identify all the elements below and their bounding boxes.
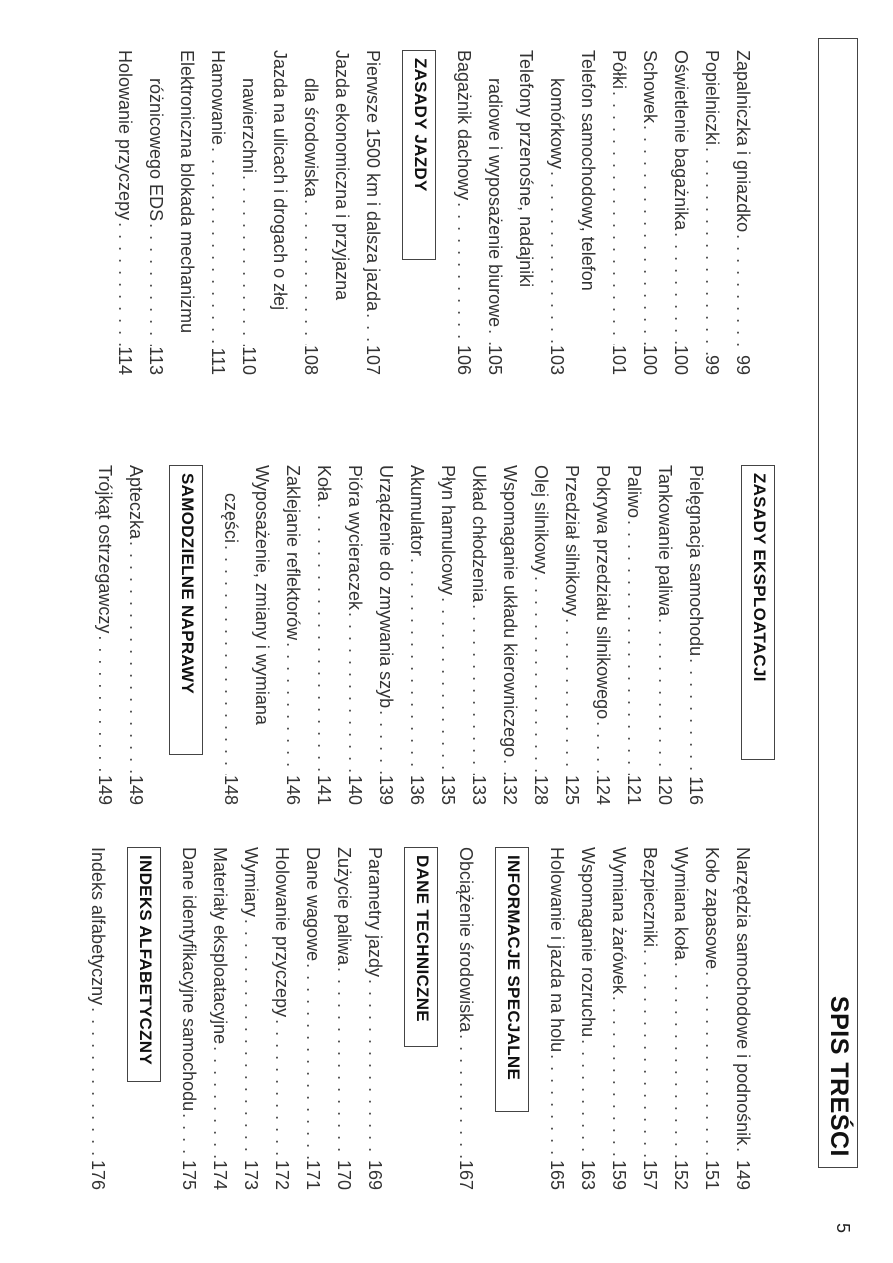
toc-entry[interactable]: Dane wagowe . . . 171 [297,847,328,1190]
toc-entry[interactable]: Wspomaganie rozruchu . . . 163 [572,847,603,1190]
toc-entry[interactable]: nawierzchni . . . 110 [233,50,264,375]
toc-entry[interactable]: Płyn hamulcowy . . . 135 [432,465,463,805]
toc-entry[interactable]: Hamowanie . . . 111 [202,50,233,375]
toc-entry[interactable]: Trójkąt ostrzegawczy . . . 149 [89,465,120,805]
toc-entry[interactable]: Obciążenie środowiska . . . 167 [450,847,481,1190]
toc-entry[interactable]: Schowek . . . 100 [634,50,665,375]
toc-entry[interactable]: Narzędzia samochodowe i podnośnik . . . 149 [727,847,758,1190]
toc-entry[interactable]: Pielęgnacja samochodu . . . 116 [680,465,711,805]
page-number: 5 [833,1223,853,1234]
toc-entry[interactable]: Tankowanie paliwa . . . 120 [649,465,680,805]
toc-entry[interactable]: Akumulator . . . 136 [401,465,432,805]
section-heading: ZASADY EKSPLOATACJI [741,465,775,805]
section-heading: SAMODZIELNE NAPRAWY [169,465,203,805]
toc-column-2 [89,465,775,805]
toc-entry[interactable]: Wymiana koła . . . 152 [665,847,696,1190]
toc-entry[interactable]: Układ chłodzenia . . . 133 [463,465,494,805]
toc-column-1 [109,50,758,375]
toc-entry-line: Elektroniczna blokada mechanizmu [177,50,197,334]
toc-entry[interactable]: Zaklejanie reflektorów . . . 146 [277,465,308,805]
toc-entry[interactable]: Przedział silnikowy . . . 125 [556,465,587,805]
toc-entry[interactable]: Koła . . . 141 [308,465,339,805]
toc-entry[interactable]: Parametry jazdy . . . 169 [359,847,390,1190]
toc-entry[interactable]: Zapalniczka i gniazdko . . . 99 [727,50,758,375]
toc-entry[interactable]: Pokrywa przedziału silnikowego . . . 124 [587,465,618,805]
toc-entry[interactable]: różnicowego EDS . . . 113 [140,50,171,375]
toc-entry[interactable]: Urządzenie do zmywania szyb . . . 139 [370,465,401,805]
toc-entry[interactable]: Zużycie paliwa . . . 170 [328,847,359,1190]
toc-entry[interactable]: Wymiana żarówek . . . 159 [603,847,634,1190]
toc-entry[interactable]: Dane identyfikacyjne samochodu . . . 175 [173,847,204,1190]
toc-column-3 [82,847,758,1190]
toc-entry[interactable]: komórkowy . . . 103 [541,50,572,375]
toc-entry[interactable]: Holowanie przyczepy . . . 114 [109,50,140,375]
toc-entry-line: Jazda na ulicach i drogach o złej [270,50,290,311]
toc-entry[interactable]: Koło zapasowe . . . 151 [696,847,727,1190]
toc-entry[interactable]: dla środowiska . . . 108 [295,50,326,375]
toc-entry-line: Jazda ekonomiczna i przyjazna [332,50,352,301]
toc-entry[interactable]: Pióra wycieraczek . . . 140 [339,465,370,805]
toc-entry[interactable]: Materiały eksploatacyjne . . . 174 [204,847,235,1190]
section-heading: INFORMACJE SPECJALNE [495,847,529,1190]
toc-entry[interactable]: Bezpieczniki . . . 157 [634,847,665,1190]
title-bar [818,38,858,1168]
toc-entry[interactable]: Apteczka . . . 149 [120,465,151,805]
toc-entry[interactable]: Oświetlenie bagażnika . . . 100 [665,50,696,375]
toc-entry-line: Telefon samochodowy, telefon [578,50,598,291]
toc-entry[interactable]: Holowanie i jazda na holu . . . 165 [541,847,572,1190]
toc-entry[interactable]: Holowanie przyczepy . . . 172 [266,847,297,1190]
section-heading: DANE TECHNICZNE [404,847,438,1190]
toc-entry[interactable]: Półki . . . 101 [603,50,634,375]
toc-entry-line: Telefony przenośne, nadajniki [516,50,536,288]
page-title: SPIS TREŚCI [825,995,853,1157]
toc-entry[interactable]: Paliwo . . . 121 [618,465,649,805]
toc-entry[interactable]: Bagażnik dachowy . . . 106 [448,50,479,375]
toc-entry[interactable]: radiowe i wyposażenie biurowe . . . 105 [479,50,510,375]
toc-entry-line: Wyposażenie, zmiany i wymiana [252,465,272,725]
toc-entry[interactable]: części . . . 148 [215,465,246,805]
toc-entry[interactable]: Popielniczki . . . 99 [696,50,727,375]
toc-entry[interactable]: Wspomaganie układu kierowniczego . . . 132 [494,465,525,805]
toc-entry[interactable]: Pierwsze 1500 km i dalsza jazda . . . 107 [357,50,388,375]
toc-entry[interactable]: Wymiary . . . 173 [235,847,266,1190]
toc-entry[interactable]: Indeks alfabetyczny . . . 176 [82,847,113,1190]
section-heading: ZASADY JAZDY [402,50,436,375]
section-heading: INDEKS ALFABETYCZNY [127,847,161,1190]
toc-entry[interactable]: Olej silnikowy . . . 128 [525,465,556,805]
